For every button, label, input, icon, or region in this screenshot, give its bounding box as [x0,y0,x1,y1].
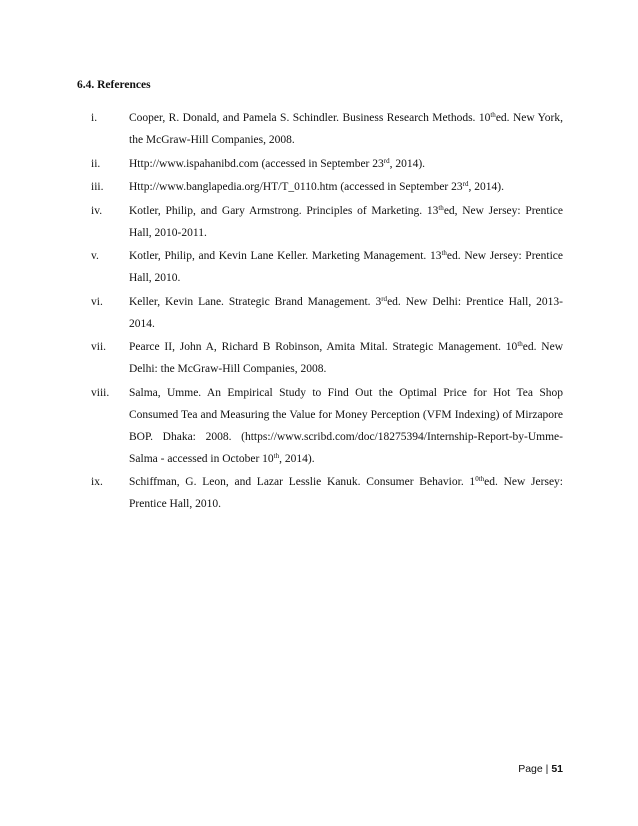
reference-text [129,471,563,515]
reference-item [91,471,563,515]
superscript: rd [462,180,469,189]
reference-item [91,176,563,198]
reference-number: iv. [91,204,103,217]
reference-text-part: , 2014). [279,452,315,465]
reference-number: v. [91,250,99,262]
reference-text-part: , 2014). [468,181,504,193]
reference-item [91,336,563,380]
reference-text-part: ed, New Jersey: Prentice Hall, 2010-2011. [129,204,563,239]
reference-text-part: ed. New Jersey: Prentice Hall, 2010. [129,250,563,284]
superscript: 0th [475,475,485,484]
reference-item [91,107,563,151]
reference-text-part: ed. New Jersey: Prentice Hall, 2010. [129,476,563,510]
page-footer [518,763,563,775]
reference-number: viii. [91,386,110,399]
references-list [91,107,563,517]
reference-item [91,382,563,470]
reference-number: vii. [91,341,107,353]
reference-text-part: Cooper, R. Donald, and Pamela S. Schindler. Business Research Methods. 10 [129,112,491,124]
reference-text-part: ed. New York, the McGraw-Hill Companies, 2008. [129,112,564,146]
page-label: Page | [518,763,552,775]
superscript: th [490,111,496,120]
reference-number: ix. [91,476,103,488]
reference-number: ii. [91,157,101,170]
reference-text [129,107,563,151]
superscript: rd [381,294,388,303]
superscript: th [517,340,523,349]
reference-text-part: Kotler, Philip, and Kevin Lane Keller. Marketing Management. 13 [129,250,442,262]
reference-number: iii. [91,181,104,193]
reference-text-part: Http://www.banglapedia.org/HT/T_0110.htm (accessed in September 23 [129,181,463,193]
reference-number: vi. [91,295,103,308]
reference-text [129,336,563,380]
reference-number: i. [91,112,98,124]
reference-text-part: ed. New Delhi: Prentice Hall, 2013-2014. [129,295,563,330]
page-number: 51 [551,763,563,775]
reference-text-part: Keller, Kevin Lane. Strategic Brand Management. 3 [129,295,382,308]
reference-text-part: Kotler, Philip, and Gary Armstrong. Principles of Marketing. 13 [129,204,439,217]
reference-text [129,382,563,470]
superscript: th [273,451,280,460]
superscript: rd [383,156,390,165]
reference-text [129,176,563,198]
reference-text-part: Schiffman, G. Leon, and Lazar Lesslie Kanuk. Consumer Behavior. 1 [129,476,476,488]
reference-text [129,245,563,289]
reference-item [91,291,563,335]
reference-text-part: , 2014). [389,157,426,170]
superscript: th [438,203,444,212]
reference-text-part: Http://www.ispahanibd.com (accessed in September 23 [129,157,384,170]
reference-text-part: Salma, Umme. An Empirical Study to Find Out the Optimal Price for Hot Tea Shop Consumed Tea and Measuring the Value for Money Perception (VFM Indexing) of Mirzapore BOP. Dhaka: 2008. (https://www.scribd.com/doc/18275394/Internship-Report-by-Umme-Salma - accessed in October 10 [129,386,563,465]
reference-text [129,153,563,175]
reference-item [91,245,563,289]
reference-item [91,153,563,175]
superscript: th [441,249,447,258]
reference-item [91,200,563,244]
reference-text-part: ed. New Delhi: the McGraw-Hill Companies, 2008. [129,341,563,375]
reference-text [129,200,563,244]
section-heading: 6.4. References [77,79,151,91]
reference-text-part: Pearce II, John A, Richard B Robinson, Amita Mital. Strategic Management. 10 [129,341,518,353]
reference-text [129,291,563,335]
